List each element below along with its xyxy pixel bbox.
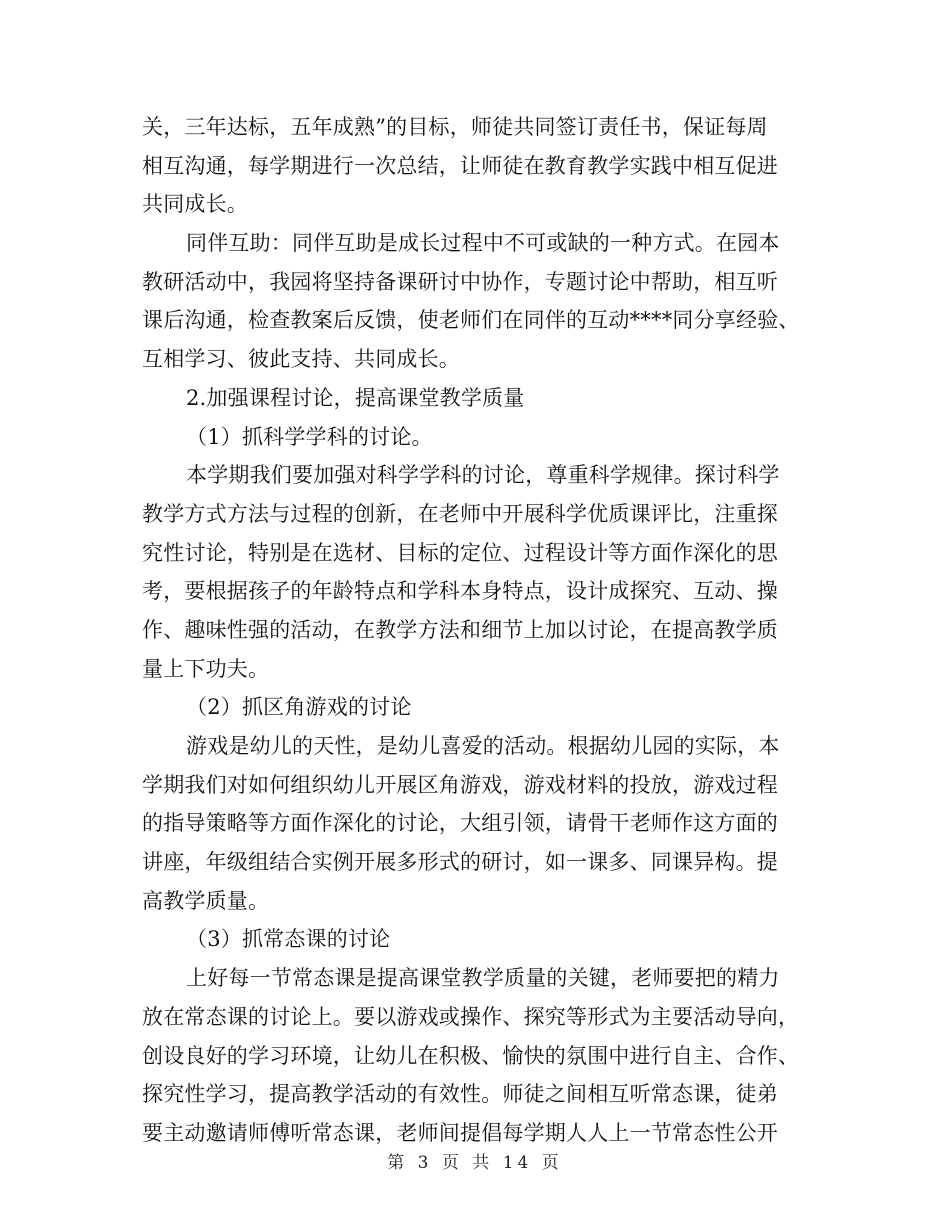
text-line: 同伴互助：同伴互助是成长过程中不可或缺的一种方式。在园本 bbox=[186, 231, 780, 256]
text-line: 共同成长。 bbox=[142, 192, 248, 217]
text-line: 高教学质量。 bbox=[142, 888, 270, 913]
text-line: 本学期我们要加强对科学学科的讨论，尊重科学规律。探讨科学 bbox=[186, 463, 780, 488]
text-line: 创设良好的学习环境，让幼儿在积极、愉快的氛围中进行自主、合作、 bbox=[142, 1043, 800, 1068]
text-line: 探究性学习，提高教学活动的有效性。师徒之间相互听常态课，徒弟 bbox=[142, 1082, 778, 1107]
document-body bbox=[142, 108, 808, 1153]
text-line: 游戏是幼儿的天性，是幼儿喜爱的活动。根据幼儿园的实际，本 bbox=[186, 734, 780, 758]
text-line: 2.加强课程讨论，提高课堂教学质量 bbox=[186, 385, 525, 410]
text-line: 放在常态课的讨论上。要以游戏或操作、探究等形式为主要活动导向， bbox=[142, 1004, 800, 1029]
text-line: 究性讨论，特别是在选材、目标的定位、过程设计等方面作深化的思 bbox=[142, 540, 778, 565]
text-line: 的指导策略等方面作深化的讨论，大组引领，请骨干老师作这方面的 bbox=[142, 811, 778, 836]
text-line: 讲座，年级组结合实例开展多形式的研讨，如一课多、同课异构。提 bbox=[142, 850, 778, 875]
text-line: （2）抓区角游戏的讨论 bbox=[186, 695, 412, 720]
text-line: 教学方式方法与过程的创新，在老师中开展科学优质课评比，注重探 bbox=[142, 501, 778, 526]
text-line: 量上下功夫。 bbox=[142, 656, 270, 681]
page-footer: 第 3 页 共 14 页 bbox=[387, 1153, 563, 1173]
text-line: 要主动邀请师傅听常态课，老师间提倡每学期人人上一节常态性公开 bbox=[142, 1120, 778, 1145]
text-line: 学期我们对如何组织幼儿开展区角游戏，游戏材料的投放，游戏过程 bbox=[142, 772, 778, 797]
text-line: 相互沟通，每学期进行一次总结，让师徒在教育教学实践中相互促进 bbox=[142, 153, 778, 178]
text-line: 上好每一节常态课是提高课堂教学质量的关键，老师要把的精力 bbox=[186, 966, 780, 991]
text-line: 互相学习、彼此支持、共同成长。 bbox=[142, 347, 460, 372]
text-line: 作、趣味性强的活动，在教学方法和细节上加以讨论，在提高教学质 bbox=[142, 617, 778, 642]
text-line: （1）抓科学学科的讨论。 bbox=[186, 424, 433, 449]
text-line: 关，三年达标，五年成熟”的目标，师徒共同签订责任书，保证每周 bbox=[142, 115, 768, 139]
text-line: （3）抓常态课的讨论 bbox=[186, 927, 391, 952]
text-line: 考，要根据孩子的年龄特点和学科本身特点，设计成探究、互动、操 bbox=[142, 579, 778, 604]
text-line: 教研活动中，我园将坚持备课研讨中协作，专题讨论中帮助，相互听 bbox=[142, 269, 778, 294]
text-line: 课后沟通，检查教案后反馈，使老师们在同伴的互动****同分享经验、 bbox=[142, 308, 800, 333]
